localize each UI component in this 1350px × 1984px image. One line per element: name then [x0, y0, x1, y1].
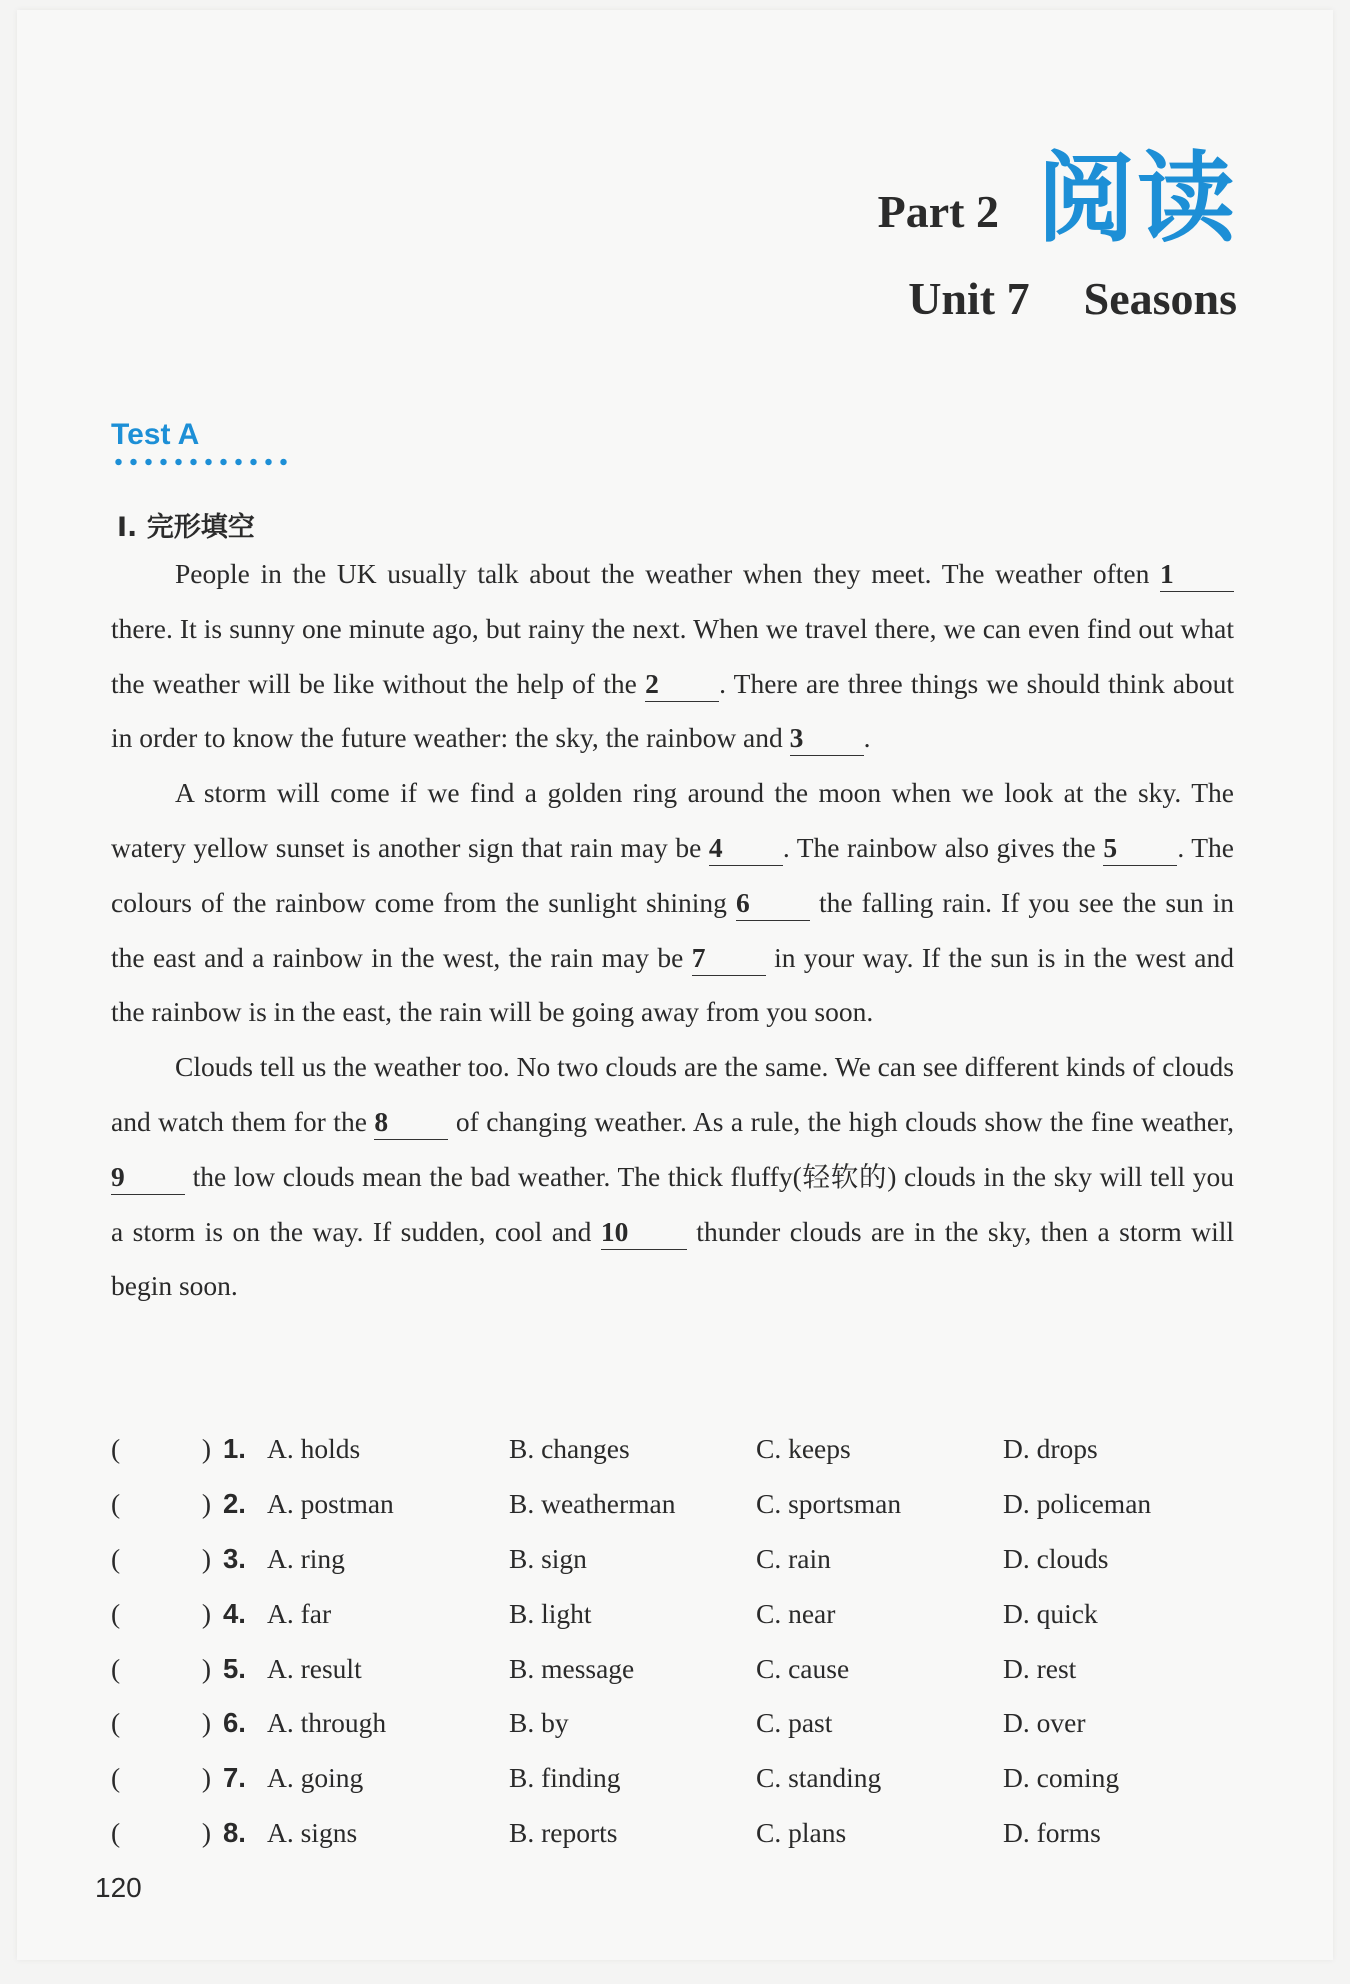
- answer-bracket[interactable]: [111, 1653, 223, 1685]
- option-c: C. past: [756, 1707, 833, 1739]
- option-a: A. ring: [267, 1542, 345, 1574]
- option-b: B. reports: [509, 1816, 618, 1848]
- part-chinese-title: 阅读: [1036, 142, 1237, 256]
- option-c: C. near: [756, 1597, 836, 1629]
- option-c: C. rain: [756, 1542, 831, 1574]
- option-a: A. signs: [267, 1816, 358, 1848]
- blank-2: 2: [645, 667, 719, 702]
- option-a: A. result: [267, 1652, 362, 1684]
- passage-paragraph-2: [111, 766, 1234, 1040]
- passage-text: . The colours of the rainbow come from the sunlight shining: [111, 831, 1234, 918]
- option-b: B. weatherman: [509, 1488, 676, 1520]
- option-d: D. coming: [1003, 1762, 1120, 1794]
- answer-bracket[interactable]: [111, 1488, 223, 1520]
- option-a: A. far: [267, 1597, 332, 1629]
- bracket-open: (: [111, 1542, 121, 1574]
- bracket-open: (: [111, 1816, 121, 1848]
- unit-title: Seasons: [1083, 273, 1237, 324]
- answer-bracket[interactable]: [111, 1543, 223, 1575]
- bracket-open: (: [111, 1433, 121, 1465]
- blank-4: 4: [709, 831, 783, 866]
- bracket-open: (: [111, 1597, 121, 1629]
- unit-heading: [908, 272, 1237, 325]
- bracket-close: ): [201, 1762, 211, 1794]
- part-heading: [877, 142, 1237, 256]
- blank-8: 8: [374, 1105, 448, 1140]
- dotted-underline-decoration: [111, 458, 291, 466]
- blank-1: 1: [1160, 557, 1234, 592]
- question-row: [111, 1532, 1251, 1587]
- test-heading: [111, 418, 291, 466]
- question-row: [111, 1751, 1251, 1806]
- option-d: D. drops: [1003, 1433, 1098, 1465]
- option-b: B. message: [509, 1652, 635, 1684]
- bracket-close: ): [201, 1488, 211, 1520]
- passage-text: thunder clouds are in the sky, then a storm will begin soon.: [111, 1215, 1234, 1302]
- bracket-open: (: [111, 1762, 121, 1794]
- option-d: D. clouds: [1003, 1542, 1109, 1574]
- workbook-page: [17, 10, 1333, 1960]
- option-c: C. cause: [756, 1652, 850, 1684]
- option-b: B. changes: [509, 1433, 630, 1465]
- option-d: D. over: [1003, 1707, 1086, 1739]
- option-a: A. holds: [267, 1433, 361, 1465]
- option-a: A. through: [267, 1707, 387, 1739]
- question-number: 3.: [223, 1542, 246, 1574]
- bracket-open: (: [111, 1652, 121, 1684]
- blank-7: 7: [692, 941, 766, 976]
- option-d: D. rest: [1003, 1652, 1077, 1684]
- page-number: 120: [95, 1872, 142, 1903]
- question-number: 7.: [223, 1762, 246, 1794]
- option-a: A. going: [267, 1762, 364, 1794]
- unit-label: Unit 7: [908, 273, 1030, 324]
- answer-bracket[interactable]: [111, 1433, 223, 1465]
- option-d: D. forms: [1003, 1816, 1101, 1848]
- passage-text: the low clouds mean the bad weather. The thick fluffy(轻软的) clouds in the sky will tell you a storm is on the way. If sudden, cool and: [111, 1160, 1234, 1247]
- bracket-open: (: [111, 1707, 121, 1739]
- option-c: C. standing: [756, 1762, 882, 1794]
- answer-bracket[interactable]: [111, 1817, 223, 1849]
- blank-9: 9: [111, 1160, 185, 1195]
- blank-5: 5: [1103, 831, 1177, 866]
- passage-text: of changing weather. As a rule, the high clouds show the fine weather,: [448, 1105, 1235, 1137]
- answer-bracket[interactable]: [111, 1598, 223, 1630]
- bracket-close: ): [201, 1816, 211, 1848]
- bracket-close: ): [201, 1597, 211, 1629]
- test-title: Test A: [111, 418, 200, 451]
- answer-bracket[interactable]: [111, 1762, 223, 1794]
- question-row: [111, 1586, 1251, 1641]
- option-c: C. keeps: [756, 1433, 851, 1465]
- option-d: D. quick: [1003, 1597, 1098, 1629]
- question-row: [111, 1641, 1251, 1696]
- option-b: B. sign: [509, 1542, 587, 1574]
- passage-text: .: [863, 722, 871, 754]
- part-label: Part 2: [877, 186, 999, 237]
- question-number: 6.: [223, 1707, 246, 1739]
- question-row: [111, 1696, 1251, 1751]
- option-b: B. light: [509, 1597, 592, 1629]
- question-number: 2.: [223, 1488, 246, 1520]
- question-number: 5.: [223, 1652, 246, 1684]
- passage-text: in your way. If the sun is in the west and the rainbow is in the east, the rain will be going away from you soon.: [111, 941, 1234, 1028]
- passage-text: the falling rain. If you see the sun in the east and a rainbow in the west, the rain may be: [111, 886, 1234, 973]
- passage-text: . The rainbow also gives the: [782, 831, 1104, 863]
- passage-paragraph-3: [111, 1040, 1234, 1314]
- bracket-close: ): [201, 1707, 211, 1739]
- question-number: 1.: [223, 1433, 246, 1465]
- question-row: [111, 1477, 1251, 1532]
- blank-6: 6: [736, 886, 810, 921]
- question-row: [111, 1806, 1251, 1861]
- answer-bracket[interactable]: [111, 1707, 223, 1739]
- option-c: C. sportsman: [756, 1488, 902, 1520]
- option-a: A. postman: [267, 1488, 394, 1520]
- option-b: B. finding: [509, 1762, 621, 1794]
- question-options: [111, 1422, 1251, 1860]
- option-d: D. policeman: [1003, 1488, 1152, 1520]
- bracket-close: ): [201, 1433, 211, 1465]
- blank-10: 10: [601, 1215, 687, 1250]
- passage-text: . There are three things we should think about in order to know the future weather: the sky, the rainbow and: [111, 667, 1234, 754]
- bracket-close: ): [201, 1652, 211, 1684]
- question-number: 8.: [223, 1816, 246, 1848]
- passage-text: there. It is sunny one minute ago, but rainy the next. When we travel there, we can even find out what the weather will be like without the help of the: [111, 612, 1234, 699]
- question-number: 4.: [223, 1597, 246, 1629]
- section-title: Ⅰ. 完形填空: [117, 512, 255, 543]
- passage-text: Clouds tell us the weather too. No two clouds are the same. We can see different kinds of clouds and watch them for the: [111, 1051, 1234, 1137]
- option-c: C. plans: [756, 1816, 847, 1848]
- bracket-open: (: [111, 1488, 121, 1520]
- blank-3: 3: [790, 721, 864, 756]
- option-b: B. by: [509, 1707, 569, 1739]
- passage-text: A storm will come if we find a golden ring around the moon when we look at the sky. The watery yellow sunset is another sign that rain may be: [111, 777, 1234, 863]
- bracket-close: ): [201, 1542, 211, 1574]
- passage-paragraph-1: [111, 547, 1234, 766]
- question-row: [111, 1422, 1251, 1477]
- cloze-passage: [111, 547, 1234, 1314]
- passage-text: People in the UK usually talk about the weather when they meet. The weather often: [175, 558, 1160, 589]
